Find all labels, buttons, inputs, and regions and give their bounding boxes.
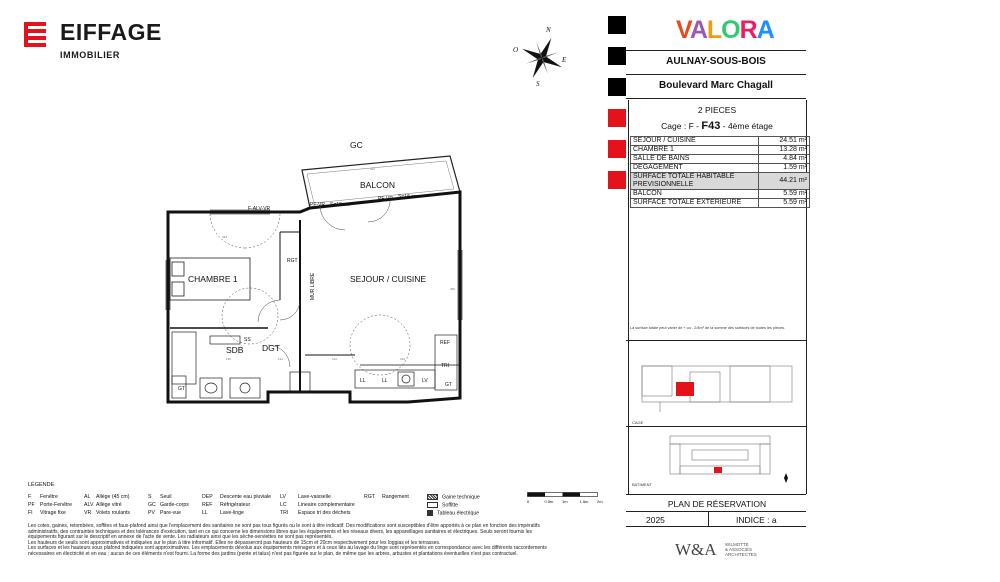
label-falvvr: F-ALV-VR xyxy=(248,206,271,212)
legend-item xyxy=(280,502,355,508)
surface-value: 5.59 m² xyxy=(759,190,810,199)
disclaimer-line: Les cotes, gaines, retombées, soffites et faux-plafond ainsi que l'emplacement des sanitaires ne sont pas tous figurés ou le sont à titre indicatif. Des modifications sont susceptibles d'être apportés à ce plan en fonction des impératifs xyxy=(28,523,540,529)
legend-swatch-icon xyxy=(427,494,438,500)
city-name: AULNAY-SOUS-BOIS xyxy=(666,56,766,67)
architect-name: WILMOTTE & ASSOCIÉS ARCHITECTES xyxy=(725,542,757,557)
label-ll1: LL xyxy=(382,378,388,384)
legend-item xyxy=(28,510,66,516)
legend-code: F xyxy=(28,494,32,500)
legend-code: AL xyxy=(84,494,91,500)
legend-item xyxy=(280,510,350,516)
floor: 4ème étage xyxy=(727,121,773,131)
valora-letter: R xyxy=(739,16,757,44)
legend-code: ALV xyxy=(84,502,94,508)
plan-year: 2025 xyxy=(646,515,665,525)
legend-code: TRI xyxy=(280,510,289,516)
scale-label: 0 xyxy=(527,499,530,504)
disclaimer xyxy=(28,524,618,558)
legend-item xyxy=(28,494,58,500)
brand-subtitle: IMMOBILIER xyxy=(60,50,120,60)
deco-square xyxy=(608,78,626,96)
compass-o: O xyxy=(513,46,519,54)
surfaces-table xyxy=(630,136,810,208)
label-ref: REF xyxy=(440,340,450,346)
dim-6: 190 xyxy=(226,357,232,361)
surface-label: BALCON xyxy=(631,190,759,199)
surface-label: DEGAGEMENT xyxy=(631,164,759,173)
legend-text: Volets roulants xyxy=(96,510,131,516)
label-gc: GC xyxy=(350,140,363,150)
valora-letters xyxy=(676,16,774,44)
plan-title: PLAN DE RÉSERVATION xyxy=(667,499,767,509)
surface-value: 1.59 m² xyxy=(759,164,810,173)
valora-letter: O xyxy=(721,16,740,44)
surface-value: 13.28 m² xyxy=(759,146,810,155)
surface-value: 4.84 m² xyxy=(759,155,810,164)
legend-title: LÉGENDE xyxy=(28,482,55,488)
kitchen-fixtures xyxy=(290,335,457,392)
label-rgt: RGT xyxy=(287,258,298,264)
legend-swatch-icon xyxy=(427,510,433,516)
legend-swatch-icon xyxy=(427,502,438,508)
batiment-label: BATIMENT xyxy=(632,482,652,487)
room-sdb: SDB xyxy=(226,345,244,355)
legend-item xyxy=(280,494,331,500)
compass-n: N xyxy=(546,26,551,34)
legend-text: Allège vitré xyxy=(96,502,122,508)
legend-code: VR xyxy=(84,510,92,516)
floor-plan-drawing xyxy=(150,140,480,420)
label-gt2: GT xyxy=(445,382,452,388)
disclaimer-line: Les hauteurs de seuils sont approximatives et indiquées sur le plan à titre informatif. Elles ne dépasseront pas hauteurs de 15cm et 20cm respectivement pour les loggias et les terrasses. xyxy=(28,539,441,546)
valora-letter: A xyxy=(756,16,774,44)
legend-text: Allège (45 cm) xyxy=(96,494,130,500)
legend-text: Rangement xyxy=(382,494,409,500)
dim-5: 316 xyxy=(400,357,406,361)
legend-text: Réfrigérateur xyxy=(220,502,251,508)
legend-text: Porte-Fenêtre xyxy=(40,502,73,508)
surface-label: CHAMBRE 1 xyxy=(631,146,759,155)
legend-text: Seuil xyxy=(160,494,172,500)
valora-letter: A xyxy=(689,16,707,44)
room-sejour: SEJOUR / CUISINE xyxy=(350,274,427,284)
surface-row xyxy=(631,199,810,208)
valora-letter: V xyxy=(676,16,690,44)
legend-text: Lave-linge xyxy=(220,510,244,516)
legend-text: Tableau électrique xyxy=(437,510,480,517)
title-block xyxy=(608,16,806,532)
surface-value: 44.21 m² xyxy=(759,173,810,190)
legend-item xyxy=(148,510,181,516)
label-lv: LV xyxy=(422,378,428,384)
unit-type: 2 PIECES xyxy=(697,105,737,115)
legend-text: Garde-corps xyxy=(160,502,189,508)
compass-rose xyxy=(512,28,572,88)
legend-item xyxy=(202,502,250,508)
plan-index: INDICE : a xyxy=(736,515,777,525)
legend-item xyxy=(427,502,458,508)
surface-label: SURFACE TOTALE HABITABLE PREVISIONNELLE xyxy=(631,173,759,190)
dim-1: 344 xyxy=(222,235,228,239)
surface-row xyxy=(631,173,810,190)
legend-code: DEP xyxy=(202,494,213,500)
legend-code: RGT xyxy=(364,494,375,500)
legend-item xyxy=(427,510,479,516)
disclaimer-line: équipements figurant sur le descriptif en annexe de l'acte de vente. Les radiateurs ainsi que les sèche-serviettes ne sont pas représentés. xyxy=(28,534,333,541)
legend-item xyxy=(28,502,72,508)
label-mur: MUR LIBRE xyxy=(310,272,316,300)
surface-value: 5.59 m² xyxy=(759,199,810,208)
room-dgt: DGT xyxy=(262,343,280,353)
legend-code: REF xyxy=(202,502,213,508)
legend-item xyxy=(84,502,122,508)
street-name: Boulevard Marc Chagall xyxy=(659,80,773,91)
architect-logo xyxy=(675,538,795,564)
legend-code: LV xyxy=(280,494,286,500)
room-balcon: BALCON xyxy=(360,180,395,190)
dim-3: 422 xyxy=(370,167,376,171)
dim-7: 122 xyxy=(278,357,284,361)
surface-note: La surface totale peut varier de + ou - 2/4m² de la somme des surfaces de toutes les pièces. xyxy=(630,326,786,330)
architect-mark: W&A xyxy=(675,540,717,559)
legend-text: Pare-vue xyxy=(160,510,182,516)
valora-letter: L xyxy=(706,16,722,44)
scale-label: 1m xyxy=(562,499,568,504)
surface-label: SEJOUR / CUISINE xyxy=(631,137,759,146)
surface-label: SALLE DE BAINS xyxy=(631,155,759,164)
legend-code: LL xyxy=(202,510,208,516)
legend-item xyxy=(148,502,189,508)
label-s1: S=18 cm xyxy=(330,202,350,208)
lot-number: F43 xyxy=(701,120,721,132)
batiment-minimap xyxy=(630,430,804,492)
legend-text: Lave-vaisselle xyxy=(298,494,331,500)
scale-bar xyxy=(527,492,607,504)
deco-square xyxy=(608,109,626,127)
legend-text: Descente eau pluviale xyxy=(220,494,272,500)
scale-label: 1.5m xyxy=(579,499,589,504)
legend-code: GC xyxy=(148,502,156,508)
deco-square xyxy=(608,171,626,189)
cage-label: CAGE xyxy=(632,420,644,425)
surface-row xyxy=(631,137,810,146)
valora-logo xyxy=(676,16,774,45)
legend-item xyxy=(84,494,129,500)
legend-code: PF xyxy=(28,502,35,508)
legend-text: Lineaire complementaire xyxy=(298,502,355,508)
compass-e: E xyxy=(562,56,567,64)
brand-name: EIFFAGE xyxy=(60,19,162,45)
surface-row xyxy=(631,190,810,199)
disclaimer-line: nécessaires en électricité et en eau ; aucun de ces éléments n'est fourni. La forme des jardins (pente et talus) n'est pas figurée sur le plan, de même que les arbres, arbustes et plantations éventuelles n'est pas contractuel. xyxy=(28,550,518,557)
disclaimer-line: Les surfaces et les hauteurs sous plafond indiquées sont approximatives. Les emplacements dévolus aux équipements ménagers et à ceux liés au lavage du linge sont représentés en correspondance avec les différents raccordements xyxy=(28,545,547,552)
legend-item xyxy=(202,494,271,500)
deco-square xyxy=(608,47,626,65)
scale-bar-icon xyxy=(527,492,602,498)
deco-square xyxy=(608,16,626,34)
label-ss: SS xyxy=(244,337,251,343)
scale-label: 0.5m xyxy=(544,499,554,504)
legend-code: S xyxy=(148,494,152,500)
deco-square xyxy=(608,140,626,158)
eiffage-flag-icon xyxy=(22,20,56,50)
legend-item xyxy=(427,494,480,500)
surface-row xyxy=(631,164,810,173)
scale-label: 2m xyxy=(597,499,603,504)
legend-item xyxy=(84,510,130,516)
disclaimer-line: administratifs, des contraintes techniques et des tolérances d'exécution, tant en ce qui concerne les dimensions libres que les équipements et les réseaux divers, les appareillages sanitaires et électriques. Seuls seront fournis les xyxy=(28,528,533,535)
dim-4: 102 xyxy=(332,357,338,361)
label-pfvr1: PF-VR xyxy=(310,202,325,208)
label-pfvr2: PF-VR xyxy=(378,196,393,202)
legend-item xyxy=(202,510,244,516)
label-gt1: GT xyxy=(178,386,185,392)
surface-row xyxy=(631,146,810,155)
legend-code: FI xyxy=(28,510,33,516)
eiffage-logo xyxy=(22,18,182,66)
surface-value: 24.51 m² xyxy=(759,137,810,146)
legend-text: Soffitte xyxy=(442,502,459,509)
label-ll2: LL xyxy=(360,378,366,384)
legend-text: Gaine technique xyxy=(442,494,480,501)
dim-2: 450 xyxy=(450,287,456,291)
legend-text: Espace tri des déchets xyxy=(298,510,351,516)
label-tri: TRI xyxy=(441,363,450,369)
legend-item xyxy=(364,494,409,500)
unit-cage-line: Cage : F - F43 - 4ème étage xyxy=(661,120,773,132)
legend-item xyxy=(148,494,172,500)
surface-label: SURFACE TOTALE EXTERIEURE xyxy=(631,199,759,208)
compass-s: S xyxy=(536,80,540,88)
floor-plan xyxy=(150,140,480,420)
legend-code: LC xyxy=(280,502,287,508)
surface-row xyxy=(631,155,810,164)
cage-minimap xyxy=(630,346,804,418)
room-chambre: CHAMBRE 1 xyxy=(188,274,238,284)
label-s2: S=18 cm xyxy=(398,194,418,200)
legend-code: PV xyxy=(148,510,155,516)
legend-text: Vitrage fixe xyxy=(40,510,66,516)
legend-text: Fenêtre xyxy=(40,494,58,500)
